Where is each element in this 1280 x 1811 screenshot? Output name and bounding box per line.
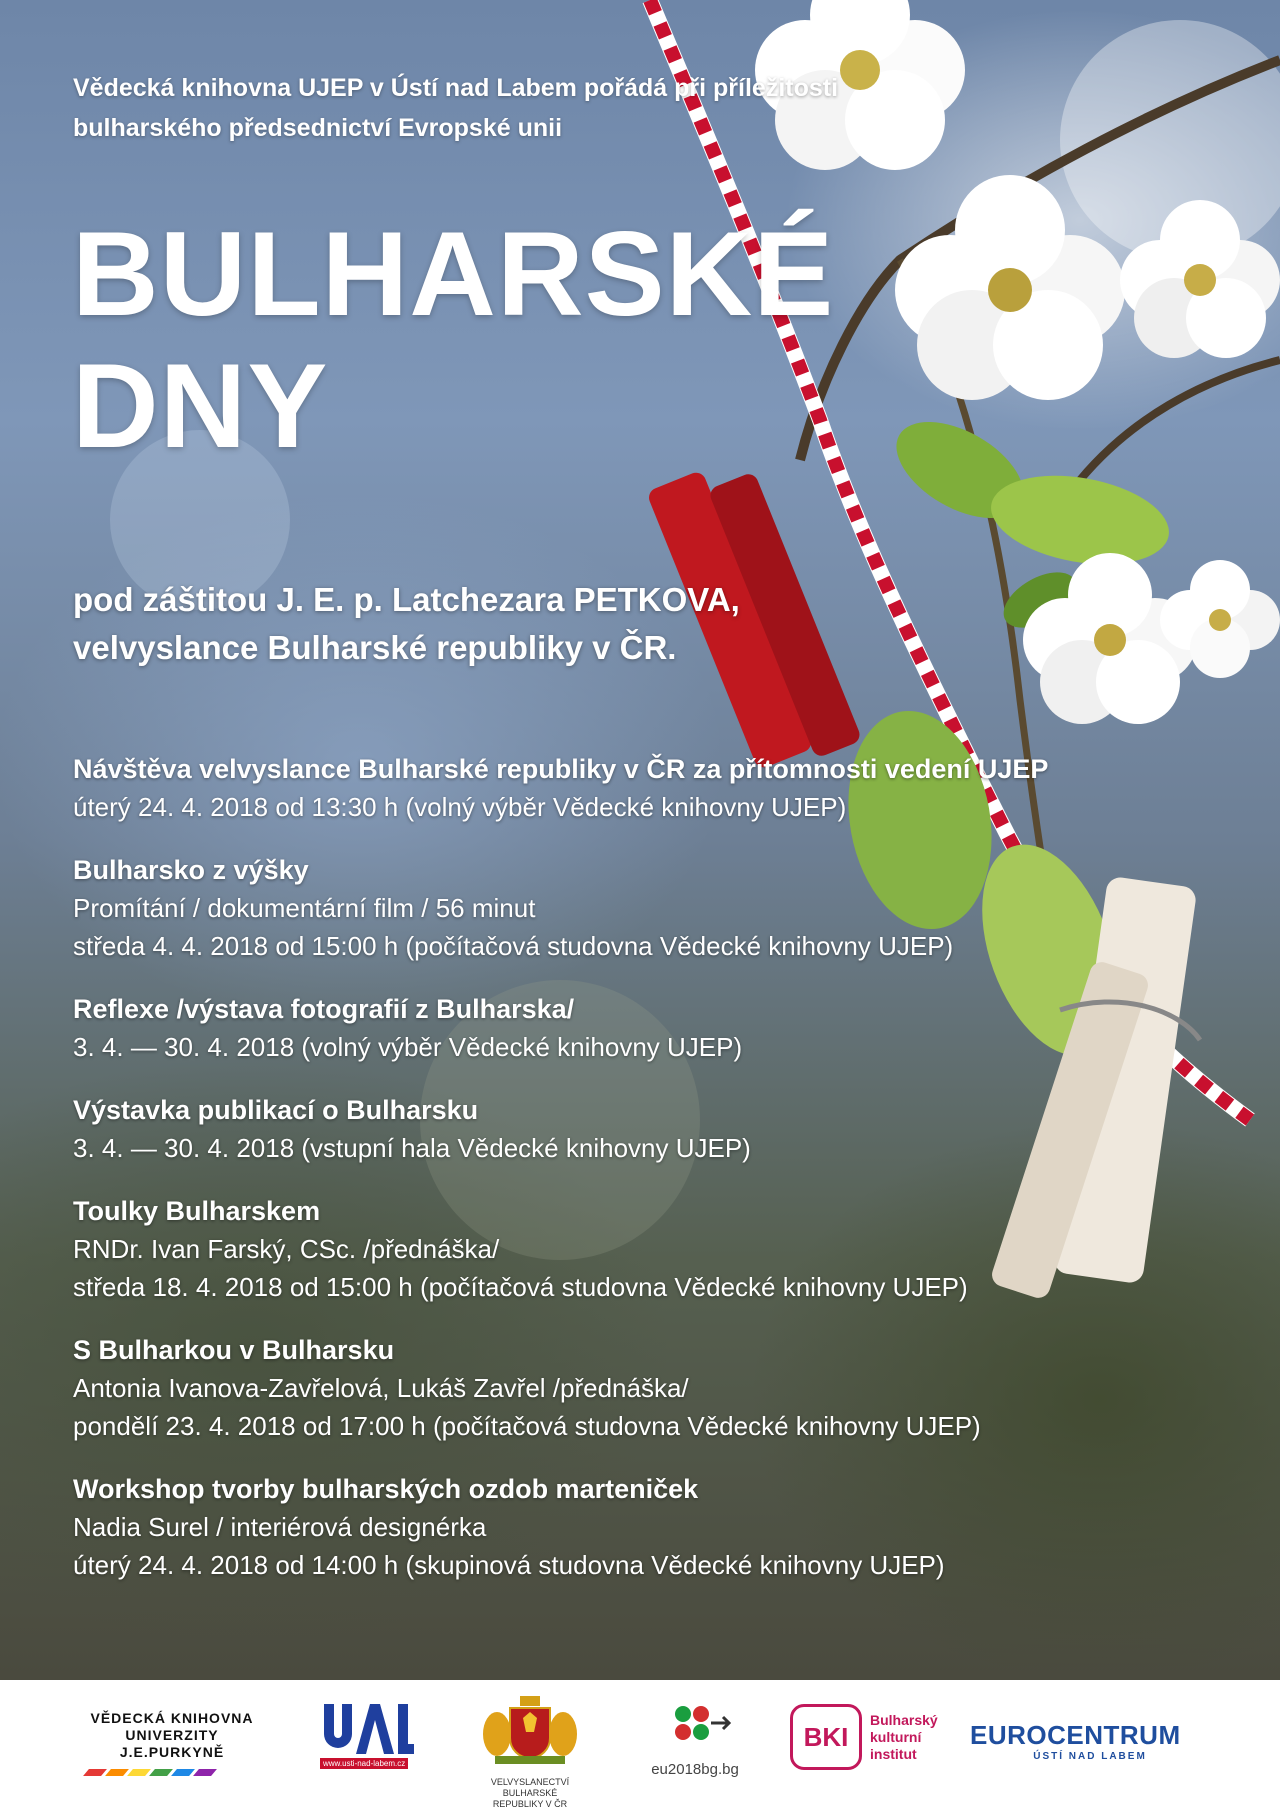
embassy-caption: VELVYSLANECTVÍ BULHARSKÉ — [490, 1777, 570, 1798]
patron-line: velvyslance Bulharské republiky v ČR. — [73, 629, 677, 666]
event-detail: Antonia Ivanova-Zavřelová, Lukáš Zavřel /přednáška/ — [73, 1373, 689, 1403]
embassy-logo — [475, 1694, 585, 1810]
event-name: Toulky Bulharskem — [73, 1196, 321, 1226]
event-detail: Promítání / dokumentární film / 56 minut — [73, 893, 536, 923]
event-detail: pondělí 23. 4. 2018 od 17:00 h (počítačová studovna Vědecké knihovny UJEP) — [73, 1411, 981, 1441]
event-item — [73, 1091, 1253, 1167]
vk-logo-line: VĚDECKÁ KNIHOVNA — [90, 1710, 254, 1726]
bki-line: kulturní — [870, 1728, 922, 1745]
poster-title — [72, 208, 834, 472]
event-name: S Bulharkou v Bulharsku — [73, 1335, 395, 1365]
event-name: Bulharsko z výšky — [73, 855, 309, 885]
patron-line: pod záštitou J. E. p. Latchezara PETKOVA, — [73, 581, 740, 618]
event-detail: 3. 4. — 30. 4. 2018 (volný výběr Vědecké knihovny UJEP) — [73, 1032, 743, 1062]
event-name: Reflexe /výstava fotografií z Bulharska/ — [73, 994, 575, 1024]
event-name: Workshop tvorby bulharských ozdob marteniček — [73, 1474, 699, 1504]
event-item — [73, 750, 1253, 826]
event-item — [73, 851, 1253, 965]
event-item — [73, 1331, 1253, 1445]
event-name: Výstavka publikací o Bulharsku — [73, 1095, 479, 1125]
embassy-caption: REPUBLIKY V ČR — [492, 1799, 568, 1809]
event-detail: Nadia Surel / interiérová designérka — [73, 1512, 487, 1542]
branch — [1080, 360, 1280, 480]
intro-line: bulharského předsednictví Evropské unii — [73, 114, 563, 142]
event-detail: středa 4. 4. 2018 od 15:00 h (počítačová studovna Vědecké knihovny UJEP) — [73, 931, 954, 961]
event-detail: úterý 24. 4. 2018 od 13:30 h (volný výběr Vědecké knihovny UJEP) — [73, 792, 847, 822]
partner-logos-footer — [0, 1680, 1280, 1811]
eurocentrum-logo — [970, 1720, 1210, 1762]
patronage-text — [73, 576, 740, 672]
intro-line: Vědecká knihovna UJEP v Ústí nad Labem pořádá při příležitosti — [73, 74, 839, 102]
event-item — [73, 990, 1253, 1066]
eurocentrum-city: ÚSTÍ NAD LABEM — [1033, 1751, 1147, 1762]
bki-line: institut — [870, 1745, 917, 1762]
event-item — [73, 1470, 1253, 1584]
event-detail: RNDr. Ivan Farský, CSc. /přednáška/ — [73, 1234, 500, 1264]
intro-text — [73, 68, 838, 148]
title-line: BULHARSKÉ — [72, 207, 835, 341]
eu2018-mark-icon — [645, 1700, 745, 1756]
eu2018-presidency-logo — [645, 1700, 745, 1778]
event-detail: středa 18. 4. 2018 od 15:00 h (počítačová studovna Vědecké knihovny UJEP) — [73, 1272, 968, 1302]
vk-logo-line: UNIVERZITY J.E.PURKYNĚ — [119, 1727, 225, 1760]
bki-line: Bulharský — [870, 1711, 938, 1728]
vk-color-stripes — [86, 1769, 272, 1776]
bki-mark: BKI — [790, 1704, 862, 1770]
eu2018-url: eu2018bg.bg — [651, 1761, 739, 1778]
event-list — [73, 750, 1253, 1609]
usti-url: www.usti-nad-labem.cz — [320, 1758, 408, 1769]
bulgarian-coat-of-arms-icon — [475, 1694, 585, 1772]
event-name: Návštěva velvyslance Bulharské republiky v ČR za přítomnosti vedení UJEP — [73, 754, 1049, 784]
eurocentrum-name: EUROCENTRUM — [970, 1720, 1181, 1750]
vk-ujep-logo — [72, 1710, 272, 1776]
bki-logo — [790, 1704, 950, 1770]
event-detail: 3. 4. — 30. 4. 2018 (vstupní hala Vědecké knihovny UJEP) — [73, 1133, 751, 1163]
usti-logo-mark — [320, 1700, 416, 1758]
title-line: DNY — [72, 339, 329, 473]
event-item — [73, 1192, 1253, 1306]
usti-city-logo — [320, 1700, 416, 1774]
event-detail: úterý 24. 4. 2018 od 14:00 h (skupinová studovna Vědecké knihovny UJEP) — [73, 1550, 945, 1580]
